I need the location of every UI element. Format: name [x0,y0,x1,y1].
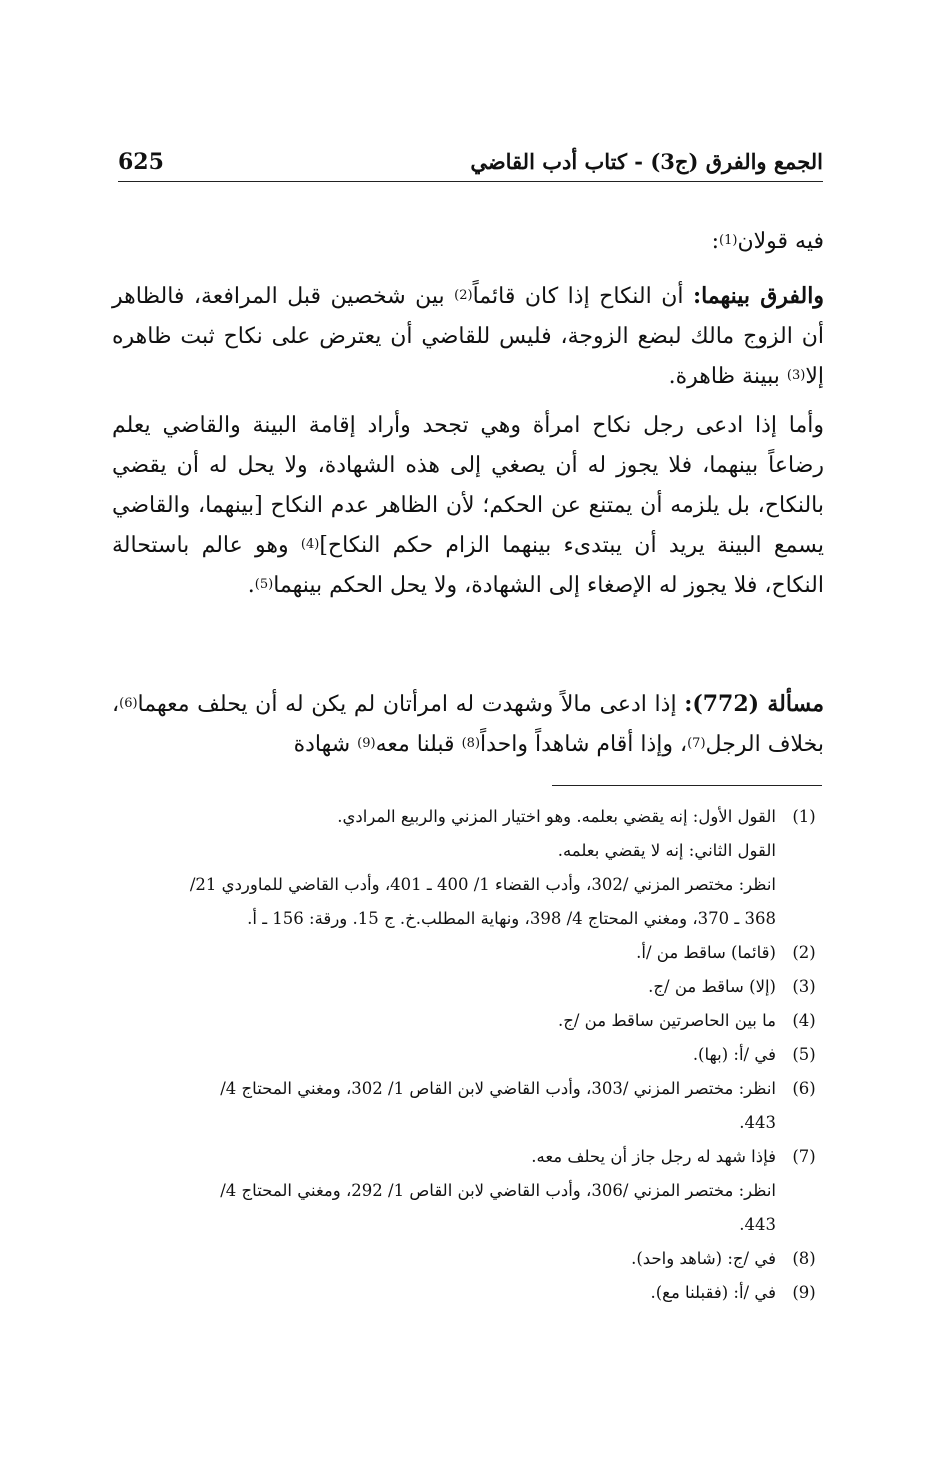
footnote-line: 368 ـ 370، ومغني المحتاج 4/ 398، ونهاية المطلب.خ. ج 15. ورقة: 156 ـ أ. [247,909,776,928]
footnote [112,1004,824,1038]
footnote-number: (7) [792,1147,816,1166]
footnote-number: (1) [792,807,816,826]
footnote-line: القول الأول: إنه يقضي بعلمه. وهو اختيار المزني والربيع المرادي. [337,807,776,826]
p1-text: فيه قولان [737,229,824,254]
p2-seg3: ببينة ظاهرة. [668,364,787,389]
page-number: 625 [118,149,164,175]
footnote-number: (8) [792,1249,816,1268]
p4-seg3: ، وإذا أقام شاهداً واحداً [480,732,688,757]
footnote-line: في /أ: (فقبلنا مع). [650,1283,776,1302]
p1-tail: : [711,229,720,254]
p4-lead: مسألة (772): [684,691,824,717]
paragraph-1 [112,222,824,262]
footnote-number: (3) [792,977,816,996]
footnote [112,1140,824,1242]
footnote-line: انظر: مختصر المزني /303، وأدب القاضي لابن القاص 1/ 302، ومغني المحتاج 4/ [220,1079,776,1098]
footnote-line: انظر: مختصر المزني /306، وأدب القاضي لابن القاص 1/ 292، ومغني المحتاج 4/ [220,1181,776,1200]
footnote [112,970,824,1004]
footnote-line: 443. [739,1113,776,1132]
footnote [112,1072,824,1140]
p3-seg1: وأما إذا ادعى رجل نكاح امرأة وهي تجحد وأراد إقامة البينة والقاضي يعلم رضاعاً بينهما، فلا يجوز له أن يصغي إلى هذه الشهادة، ولا يحل له أن يقضي بالنكاح، بل يلزمه أن يمتنع عن الحكم؛ لأن الظاهر عدم النكاح [بينهما، والقاضي يسمع البينة يريد أن يبتدىء بينهما الزام حكم النكاح] [112,413,824,558]
p4-seg1: إذا ادعى مالاً وشهدت له امرأتان لم يكن له أن يحلف معهما [137,692,685,717]
footnote-line: ما بين الحاصرتين ساقط من /ج. [557,1011,776,1030]
footnote-number: (5) [792,1045,816,1064]
footnote [112,936,824,970]
footnote-line: (إلا) ساقط من /ج. [648,977,776,996]
footnote-line: فإذا شهد له رجل جاز أن يحلف معه. [531,1147,776,1166]
footnotes [112,800,824,1310]
footnote-line: في /أ: (بها). [692,1045,776,1064]
footnote-ref: (4) [300,537,320,552]
footnote-number: (4) [792,1011,816,1030]
footnote-ref: (1) [719,233,738,248]
footnote [112,1276,824,1310]
footnote-ref: (8) [461,736,481,751]
p2-seg1: أن النكاح إذا كان قائماً [472,284,693,309]
footnote-ref: (7) [687,736,706,751]
footnote [112,1038,824,1072]
paragraph-4 [112,684,824,765]
footnote-ref: (2) [454,288,473,303]
footnote-line: القول الثاني: إنه لا يقضي بعلمه. [557,841,776,860]
p2-lead: والفرق بينهما: [692,283,824,309]
header-title: الجمع والفرق (ج3) - كتاب أدب القاضي [470,149,823,174]
footnote-number: (9) [792,1283,816,1302]
p2-seg2: بين شخصين قبل المرافعة، فالظاهر أن الزوج مالك لبضع الزوجة، فليس للقاضي أن يعترض على نكاح ثبت ظاهره إلا [112,284,824,389]
paragraph-2 [112,276,824,397]
footnote-line: 443. [739,1215,776,1234]
footnote-number: (6) [792,1079,816,1098]
paragraph-3 [112,406,824,606]
footnote-line: في /ج: (شاهد واحد). [631,1249,776,1268]
footnote-ref: (5) [254,577,274,592]
footnote [112,800,824,936]
p3-seg3: . [247,573,255,598]
p4-seg5: شهادة [293,732,358,757]
p4-seg4: قبلنا معه [375,732,462,757]
footnote-ref: (3) [786,368,806,383]
footnote-ref: (9) [357,736,376,751]
running-header [118,145,823,182]
footnote-line: (قائما) ساقط من /أ. [636,943,776,962]
p4-seg2: ، بخلاف الرجل [112,692,824,757]
p3-seg2: وهو عالم باستحالة النكاح، فلا يجوز له الإصغاء إلى الشهادة، ولا يحل الحكم بينهما [112,533,824,598]
footnote-number: (2) [792,943,816,962]
footnote [112,1242,824,1276]
footnote-line: انظر: مختصر المزني /302، وأدب القضاء 1/ 400 ـ 401، وأدب القاضي للماوردي 21/ [189,875,776,894]
footnote-ref: (6) [119,696,138,711]
footnote-separator [552,785,822,786]
